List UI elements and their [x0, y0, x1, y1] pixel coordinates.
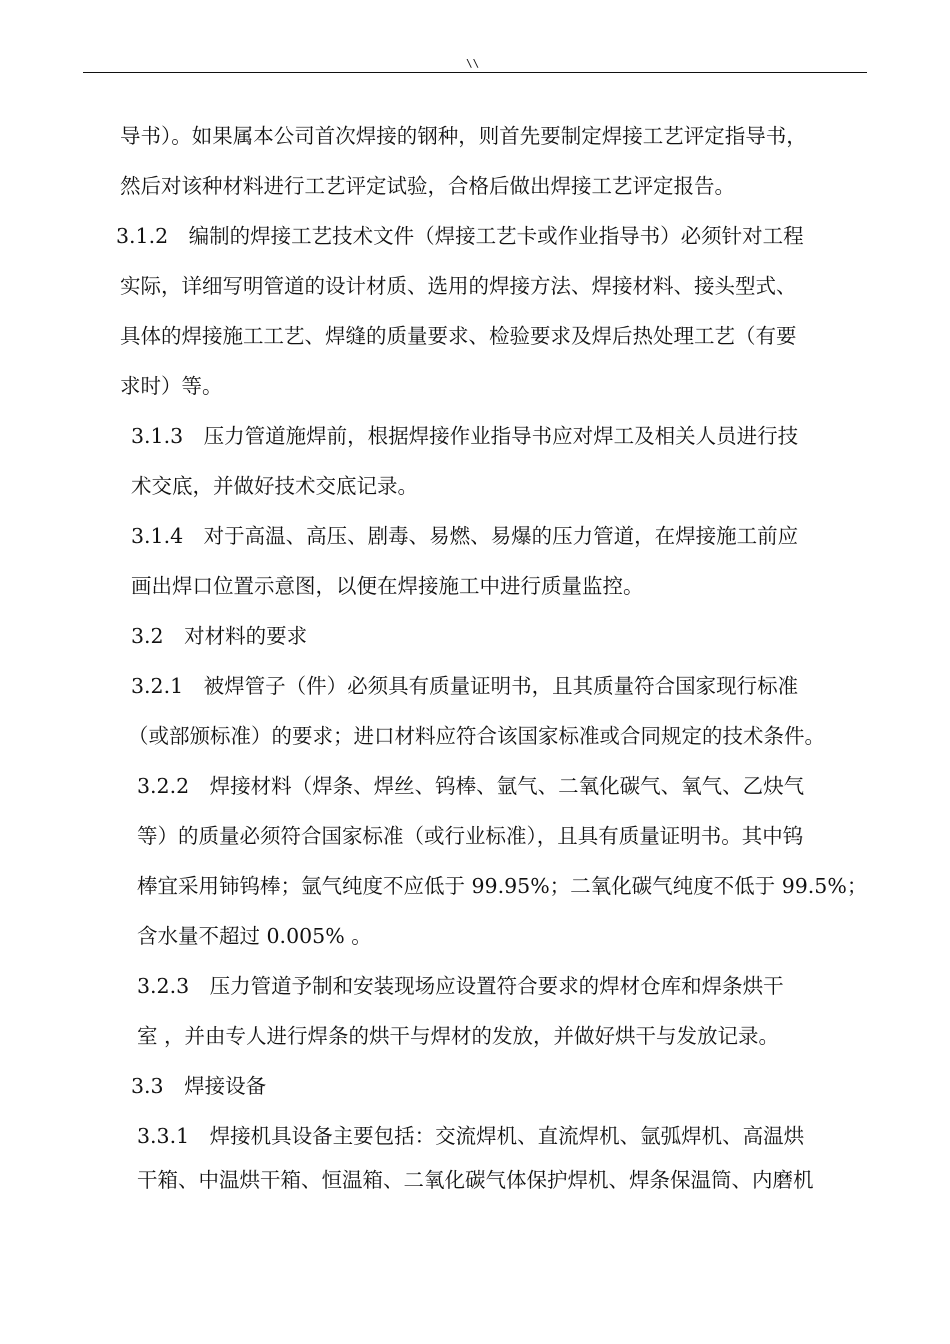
section-heading: 3.2 对材料的要求 [131, 624, 308, 648]
text-line: 实际，详细写明管道的设计材质、选用的焊接方法、焊接材料、接头型式、 [120, 274, 797, 298]
section-heading: 3.3 焊接设备 [131, 1074, 267, 1098]
text-line: 画出焊口位置示意图，以便在焊接施工中进行质量监控。 [131, 574, 644, 598]
text-line: 然后对该种材料进行工艺评定试验，合格后做出焊接工艺评定报告。 [120, 174, 735, 198]
text-line: 3.1.2 编制的焊接工艺技术文件（焊接工艺卡或作业指导书）必须针对工程 [116, 224, 804, 248]
text-line: 3.3.1 焊接机具设备主要包括：交流焊机、直流焊机、氩弧焊机、高温烘 [137, 1124, 805, 1148]
text-line: 干箱、中温烘干箱、恒温箱、二氧化碳气体保护焊机、焊条保温筒、内磨机 [137, 1168, 814, 1192]
text-line: 3.2.3 压力管道予制和安装现场应设置符合要求的焊材仓库和焊条烘干 [137, 974, 784, 998]
text-line: 3.1.3 压力管道施焊前，根据焊接作业指导书应对焊工及相关人员进行技 [131, 424, 799, 448]
text-line: 导书）。如果属本公司首次焊接的钢种，则首先要制定焊接工艺评定指导书， [120, 124, 807, 148]
text-line: 3.1.4 对于高温、高压、剧毒、易燃、易爆的压力管道，在焊接施工前应 [131, 524, 799, 548]
text-line: 等）的质量必须符合国家标准（或行业标准），且具有质量证明书。其中钨 [137, 824, 804, 848]
text-line: 3.2.1 被焊管子（件）必须具有质量证明书，且其质量符合国家现行标准 [131, 674, 799, 698]
text-line: 棒宜采用铈钨棒；氩气纯度不应低于 99.95%；二氧化碳气纯度不低于 99.5%； [137, 874, 868, 898]
text-line: 3.2.2 焊接材料（焊条、焊丝、钨棒、氩气、二氧化碳气、氧气、乙炔气 [137, 774, 805, 798]
text-line: 术交底，并做好技术交底记录。 [131, 474, 418, 498]
text-line: 室 ，并由专人进行焊条的烘干与焊材的发放，并做好烘干与发放记录。 [137, 1024, 780, 1048]
header-rule [83, 72, 867, 73]
text-line: 具体的焊接施工工艺、焊缝的质量要求、检验要求及焊后热处理工艺（有要 [120, 324, 797, 348]
text-line: 求时）等。 [120, 374, 223, 398]
text-line: 含水量不超过 0.005% 。 [137, 924, 372, 948]
header-mark: \\ [466, 57, 480, 70]
text-line: （或部颁标准）的要求；进口材料应符合该国家标准或合同规定的技术条件。 [128, 724, 825, 748]
